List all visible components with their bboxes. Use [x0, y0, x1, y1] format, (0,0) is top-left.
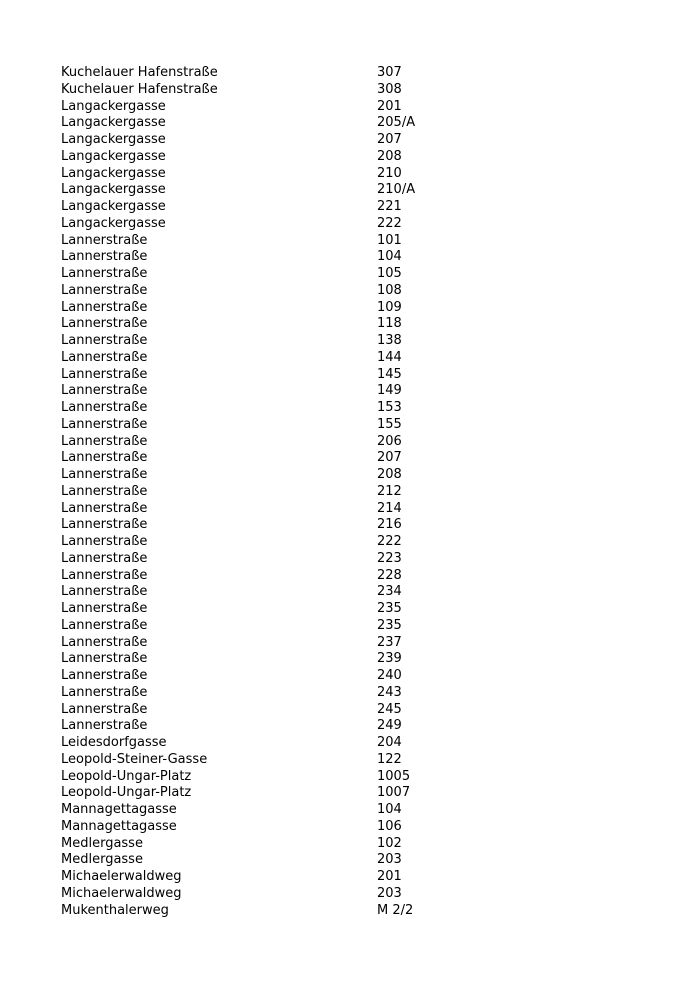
house-number-cell: 222: [377, 215, 402, 231]
street-name-cell: Leopold-Ungar-Platz: [61, 768, 192, 784]
house-number-cell: 118: [377, 316, 402, 332]
street-name-cell: Leidesdorfgasse: [61, 735, 167, 750]
street-name-cell: Lannerstraße: [61, 467, 148, 482]
house-number-cell: 203: [377, 885, 402, 901]
table-row: [61, 316, 481, 333]
street-name-cell: Mannagettagasse: [61, 802, 177, 817]
house-number-cell: 228: [377, 567, 402, 583]
house-number-cell: 308: [377, 81, 402, 97]
street-name-cell: Michaelerwaldweg: [61, 869, 182, 884]
table-row: [61, 450, 481, 467]
house-number-cell: 201: [377, 869, 402, 884]
house-number-cell: 144: [377, 349, 402, 365]
street-name-cell: Mannagettagasse: [61, 818, 177, 834]
house-number-cell: 104: [377, 249, 402, 265]
house-number-cell: 206: [377, 433, 402, 449]
street-name-cell: Lannerstraße: [61, 584, 148, 600]
house-number-cell: 145: [377, 366, 402, 382]
street-name-cell: Lannerstraße: [61, 534, 148, 549]
street-name-cell: Medlergasse: [61, 835, 143, 851]
table-row: [61, 668, 481, 685]
street-name-cell: Kuchelauer Hafenstraße: [61, 81, 218, 97]
table-row: [61, 149, 481, 166]
table-row: [61, 333, 481, 350]
table-row: [61, 584, 481, 601]
house-number-cell: 237: [377, 634, 402, 650]
house-number-cell: 222: [377, 534, 402, 549]
house-number-cell: 214: [377, 500, 402, 516]
street-name-cell: Lannerstraße: [61, 701, 148, 717]
table-row: [61, 635, 481, 652]
street-name-cell: Langackergasse: [61, 215, 166, 231]
house-number-cell: 307: [377, 65, 402, 80]
table-row: [61, 166, 481, 183]
table-row: [61, 182, 481, 199]
house-number-cell: 138: [377, 333, 402, 348]
table-row: [61, 568, 481, 585]
house-number-cell: 240: [377, 668, 402, 683]
house-number-cell: 243: [377, 684, 402, 700]
street-name-cell: Lannerstraße: [61, 601, 148, 616]
table-row: [61, 551, 481, 568]
table-row: [61, 484, 481, 501]
house-number-cell: 153: [377, 400, 402, 415]
table-row: [61, 501, 481, 518]
house-number-cell: 1007: [377, 785, 411, 801]
table-row: [61, 249, 481, 266]
street-name-cell: Langackergasse: [61, 98, 166, 114]
street-name-cell: Lannerstraße: [61, 517, 148, 533]
street-name-cell: Mukenthalerweg: [61, 902, 169, 918]
table-row: [61, 618, 481, 635]
street-name-cell: Langackergasse: [61, 182, 166, 198]
table-row: [61, 115, 481, 132]
table-row: [61, 283, 481, 300]
street-name-cell: Lannerstraße: [61, 232, 148, 248]
table-row: [61, 383, 481, 400]
table-row: [61, 82, 481, 99]
table-row: [61, 769, 481, 786]
house-number-cell: 101: [377, 232, 402, 248]
house-number-cell: 235: [377, 617, 402, 633]
house-number-cell: 106: [377, 818, 402, 834]
street-name-cell: Lannerstraße: [61, 400, 148, 415]
street-name-cell: Lannerstraße: [61, 383, 148, 399]
house-number-cell: 210/A: [377, 182, 416, 198]
street-name-cell: Lannerstraße: [61, 634, 148, 650]
street-name-cell: Langackergasse: [61, 132, 166, 147]
table-row: [61, 836, 481, 853]
table-row: [61, 702, 481, 719]
street-name-cell: Lannerstraße: [61, 617, 148, 633]
table-row: [61, 752, 481, 769]
street-name-cell: Michaelerwaldweg: [61, 885, 182, 901]
table-row: [61, 819, 481, 836]
table-row: [61, 852, 481, 869]
street-name-cell: Lannerstraße: [61, 366, 148, 382]
street-name-cell: Leopold-Steiner-Gasse: [61, 751, 208, 767]
table-row: [61, 517, 481, 534]
street-name-cell: Lannerstraße: [61, 299, 148, 315]
house-number-cell: 207: [377, 450, 402, 466]
street-name-cell: Langackergasse: [61, 148, 166, 164]
table-row: [61, 132, 481, 149]
house-number-cell: 207: [377, 132, 402, 147]
street-name-cell: Medlergasse: [61, 852, 143, 868]
street-name-cell: Lannerstraße: [61, 316, 148, 332]
house-number-cell: 155: [377, 416, 402, 432]
house-number-cell: 245: [377, 701, 402, 717]
table-row: [61, 802, 481, 819]
house-number-cell: 122: [377, 751, 402, 767]
table-row: [61, 886, 481, 903]
table-row: [61, 417, 481, 434]
house-number-cell: 239: [377, 651, 402, 667]
table-row: [61, 350, 481, 367]
street-name-cell: Lannerstraße: [61, 249, 148, 265]
house-number-cell: 201: [377, 98, 402, 114]
table-row: [61, 99, 481, 116]
table-row: [61, 434, 481, 451]
house-number-cell: 203: [377, 852, 402, 868]
table-row: [61, 300, 481, 317]
street-name-cell: Lannerstraße: [61, 349, 148, 365]
street-name-cell: Lannerstraße: [61, 550, 148, 566]
address-table: [61, 65, 481, 919]
table-row: [61, 869, 481, 886]
table-row: [61, 266, 481, 283]
house-number-cell: 234: [377, 584, 402, 600]
house-number-cell: 208: [377, 467, 402, 482]
house-number-cell: 104: [377, 802, 402, 817]
house-number-cell: 105: [377, 266, 402, 281]
table-row: [61, 785, 481, 802]
table-row: [61, 65, 481, 82]
table-row: [61, 601, 481, 618]
house-number-cell: 102: [377, 835, 402, 851]
house-number-cell: 223: [377, 550, 402, 566]
house-number-cell: 210: [377, 165, 402, 181]
table-row: [61, 467, 481, 484]
street-name-cell: Langackergasse: [61, 165, 166, 181]
house-number-cell: 212: [377, 483, 402, 499]
house-number-cell: 208: [377, 148, 402, 164]
street-name-cell: Lannerstraße: [61, 651, 148, 667]
street-name-cell: Lannerstraße: [61, 416, 148, 432]
table-row: [61, 400, 481, 417]
house-number-cell: 204: [377, 735, 402, 750]
street-name-cell: Lannerstraße: [61, 266, 148, 281]
table-row: [61, 534, 481, 551]
street-name-cell: Lannerstraße: [61, 450, 148, 466]
street-name-cell: Lannerstraße: [61, 433, 148, 449]
house-number-cell: 109: [377, 299, 402, 315]
house-number-cell: 149: [377, 383, 402, 399]
street-name-cell: Lannerstraße: [61, 718, 148, 734]
house-number-cell: 205/A: [377, 115, 416, 131]
table-row: [61, 685, 481, 702]
street-name-cell: Lannerstraße: [61, 282, 148, 298]
street-name-cell: Lannerstraße: [61, 483, 148, 499]
street-name-cell: Lannerstraße: [61, 567, 148, 583]
street-name-cell: Leopold-Ungar-Platz: [61, 785, 192, 801]
table-row: [61, 199, 481, 216]
house-number-cell: 108: [377, 282, 402, 298]
table-row: [61, 216, 481, 233]
house-number-cell: 1005: [377, 768, 411, 784]
table-row: [61, 903, 481, 920]
street-name-cell: Langackergasse: [61, 199, 166, 214]
table-row: [61, 735, 481, 752]
table-row: [61, 651, 481, 668]
street-name-cell: Lannerstraße: [61, 668, 148, 683]
street-name-cell: Kuchelauer Hafenstraße: [61, 65, 218, 80]
table-row: [61, 233, 481, 250]
house-number-cell: 235: [377, 601, 402, 616]
table-row: [61, 718, 481, 735]
house-number-cell: 221: [377, 199, 402, 214]
street-name-cell: Lannerstraße: [61, 684, 148, 700]
table-row: [61, 367, 481, 384]
house-number-cell: 216: [377, 517, 402, 533]
street-name-cell: Lannerstraße: [61, 333, 148, 348]
street-name-cell: Langackergasse: [61, 115, 166, 131]
street-name-cell: Lannerstraße: [61, 500, 148, 516]
house-number-cell: 249: [377, 718, 402, 734]
house-number-cell: M 2/2: [377, 902, 414, 918]
